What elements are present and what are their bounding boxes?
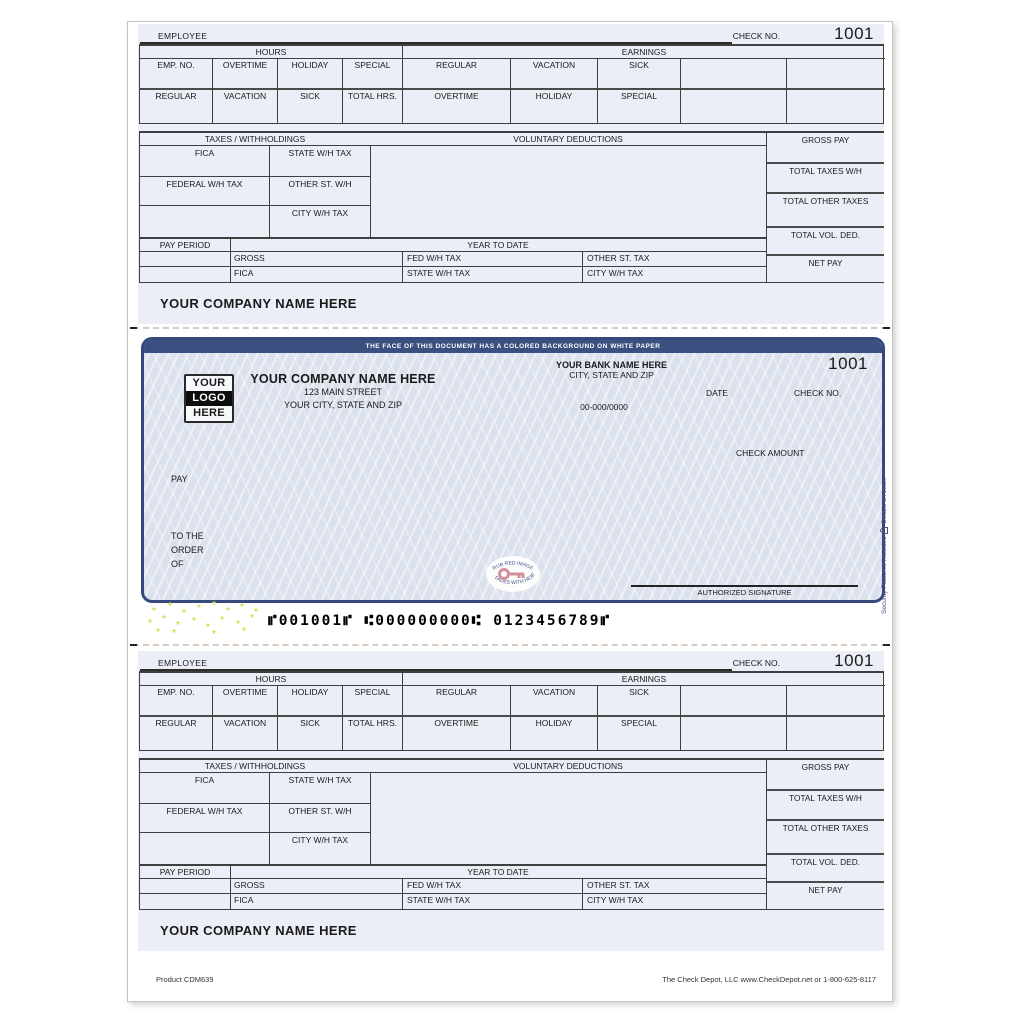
check-amount-label: CHECK AMOUNT [736,448,805,458]
cell-emp-no: EMP. NO. [140,686,212,717]
cell-state-wh-tax: STATE W/H TAX [269,146,370,177]
voluntary-deductions-header: VOLUNTARY DEDUCTIONS [513,761,623,771]
totals-column [766,131,884,283]
cell-holiday-earn: HOLIDAY [510,717,597,750]
cell-total-hrs: TOTAL HRS. [342,717,402,750]
cell-other-st-wh: OTHER ST. W/H [269,804,370,833]
security-features-note [880,409,888,614]
cell-vacation-hrs: VACATION [212,717,277,750]
company-name: YOUR COMPANY NAME HERE [250,372,436,386]
cell-regular-earn: REGULAR [402,59,510,90]
voluntary-deductions-header: VOLUNTARY DEDUCTIONS [513,134,623,144]
taxes-grid [140,773,370,865]
cell-blank [680,686,786,717]
cell-blank [786,90,885,123]
cell-fica: FICA [140,146,269,177]
cell-special-earn: SPECIAL [597,717,680,750]
cell-special-hrs: SPECIAL [342,686,402,717]
routing-fraction: 00-000/0000 [580,402,628,412]
taxes-withholdings-header: TAXES / WITHHOLDINGS [204,761,306,771]
cell-blank [140,267,230,282]
micr-line: ⑈001001⑈ ⑆000000000⑆ 0123456789⑈ [268,613,612,629]
bank-city: CITY, STATE AND ZIP [569,370,654,380]
cell-ytd-other-st-tax: OTHER ST. TAX [582,879,766,893]
cell-ytd-city-wh-tax: CITY W/H TAX [582,267,766,282]
bank-name: YOUR BANK NAME HERE [555,360,667,370]
cell-blank [786,59,885,90]
cell-ytd-fica: FICA [234,895,254,905]
cell-blank [680,717,786,750]
earnings-header: EARNINGS [402,673,885,686]
year-to-date-section [139,237,766,283]
cell-regular-hrs: REGULAR [155,718,197,728]
deductions-section [139,131,766,237]
cell-blank [680,90,786,123]
pay-label: PAY [171,474,188,484]
cell-federal-wh-tax: FEDERAL W/H TAX [140,804,269,833]
cell-blank [140,894,230,909]
pay-stub [138,24,884,324]
authorized-signature-line: AUTHORIZED SIGNATURE [631,585,858,597]
check-no-label: CHECK NO. [732,31,780,41]
top-pay-stub-slot [138,24,884,324]
cell-blank [786,717,885,750]
cell-net-pay: NET PAY [767,881,884,910]
cell-ytd-other-st-tax: OTHER ST. TAX [582,252,766,266]
pay-stub [138,651,884,951]
cell-city-wh-tax: CITY W/H TAX [269,833,370,865]
cell-special-earn: SPECIAL [597,90,680,123]
seal-top-text: RUB RED IMAGE [491,560,535,572]
cell-total-vol-ded: TOTAL VOL. DED. [767,853,884,881]
cell-sick-earn: SICK [597,686,680,717]
cell-ytd-state-wh-tax: STATE W/H TAX [402,894,582,909]
cell-blank [140,252,230,266]
pay-period-divider [230,866,231,909]
stub-company-name: YOUR COMPANY NAME HERE [160,296,357,311]
logo-placeholder [184,374,234,423]
sheet-footer [156,975,876,984]
cell-ytd-fed-wh-tax: FED W/H TAX [402,879,582,893]
check-no-label: CHECK NO. [732,658,780,668]
check-no-label: CHECK NO. [794,388,842,398]
details-on-back-text: Details on back. [880,477,888,524]
hours-header: HOURS [140,46,402,59]
cell-overtime-earn: OVERTIME [402,717,510,750]
cell-blank [680,59,786,90]
cell-total-other-taxes: TOTAL OTHER TAXES [767,819,884,853]
security-stars-pattern: * * * * * * * * * * * * * * * * * * * * [148,600,258,640]
year-to-date-header: YEAR TO DATE [467,867,529,877]
cell-vacation-hrs: VACATION [212,90,277,123]
cell-gross-pay: GROSS PAY [801,762,850,772]
year-to-date-section [139,864,766,910]
date-label: DATE [706,388,729,398]
cell-total-vol-ded: TOTAL VOL. DED. [767,226,884,254]
cell-ytd-gross: GROSS [234,880,265,890]
cell-holiday-earn: HOLIDAY [510,90,597,123]
cell-vacation-earn: VACATION [510,59,597,90]
cell-blank [140,879,230,893]
security-note-text: Security Features Included [880,536,888,614]
cell-total-taxes-wh: TOTAL TAXES W/H [767,789,884,819]
padlock-icon [880,527,888,534]
cell-sick-hrs: SICK [277,717,342,750]
seal-bottom-text: FADES WITH HEAT [493,571,538,587]
year-to-date-header: YEAR TO DATE [467,240,529,250]
vendor-info: The Check Depot, LLC www.CheckDepot.net or 1-800-625-8117 [662,975,876,984]
cell-blank [786,686,885,717]
cell-total-other-taxes: TOTAL OTHER TAXES [767,192,884,226]
pay-period-label: PAY PERIOD [159,867,211,877]
pay-period-label: PAY PERIOD [159,240,211,250]
cell-net-pay: NET PAY [767,254,884,283]
hours-earnings-table [139,44,884,124]
taxes-withholdings-header: TAXES / WITHHOLDINGS [204,134,306,144]
deductions-section [139,758,766,864]
cell-total-hrs: TOTAL HRS. [342,90,402,123]
company-city: YOUR CITY, STATE AND ZIP [283,399,403,410]
perforation-line [133,644,887,646]
colored-background-banner: THE FACE OF THIS DOCUMENT HAS A COLORED BACKGROUND ON WHITE PAPER [144,340,882,353]
cell-regular-earn: REGULAR [402,686,510,717]
cell-other-st-wh: OTHER ST. W/H [269,177,370,206]
cell-vacation-earn: VACATION [510,686,597,717]
bank-block [519,360,704,380]
voluntary-deductions-area [370,773,766,865]
cell-fica: FICA [140,773,269,804]
cell-overtime-earn: OVERTIME [402,90,510,123]
check-form-sheet [127,21,893,1002]
employee-row [138,24,884,44]
cell-holiday-hrs: HOLIDAY [277,59,342,90]
check-number: 1001 [834,24,874,43]
earnings-header: EARNINGS [402,46,885,59]
employee-row [138,651,884,671]
taxes-grid [140,146,370,238]
cell-total-taxes-wh: TOTAL TAXES W/H [767,162,884,192]
cell-overtime-hrs: OVERTIME [212,59,277,90]
product-code: Product CDM639 [156,975,214,984]
cell-regular-hrs: REGULAR [155,91,197,101]
cell-emp-no: EMP. NO. [140,59,212,90]
heat-sensitive-seal-icon [480,548,546,603]
cell-ytd-fica: FICA [234,268,254,278]
check-number: 1001 [834,651,874,670]
company-address-block [230,372,456,411]
cell-blank [140,833,269,865]
totals-column [766,758,884,910]
cell-sick-earn: SICK [597,59,680,90]
bottom-pay-stub-slot [138,651,884,951]
cell-ytd-fed-wh-tax: FED W/H TAX [402,252,582,266]
employee-label: EMPLOYEE [158,658,208,668]
cell-special-hrs: SPECIAL [342,59,402,90]
company-street: 123 MAIN STREET [303,387,383,397]
hours-header: HOURS [140,673,402,686]
cell-gross-pay: GROSS PAY [801,135,850,145]
check-body [141,337,885,603]
hours-earnings-table [139,671,884,751]
cell-ytd-state-wh-tax: STATE W/H TAX [402,267,582,282]
logo-line: YOUR [192,377,226,389]
logo-line: LOGO [186,391,232,406]
employee-label: EMPLOYEE [158,31,208,41]
cell-federal-wh-tax: FEDERAL W/H TAX [140,177,269,206]
cell-holiday-hrs: HOLIDAY [277,686,342,717]
cell-city-wh-tax: CITY W/H TAX [269,206,370,238]
voluntary-deductions-area [370,146,766,238]
logo-line: HERE [193,407,225,419]
cell-state-wh-tax: STATE W/H TAX [269,773,370,804]
check-number: 1001 [828,354,868,373]
cell-ytd-city-wh-tax: CITY W/H TAX [582,894,766,909]
cell-blank [140,206,269,238]
cell-sick-hrs: SICK [277,90,342,123]
pay-period-divider [230,239,231,282]
stub-company-name: YOUR COMPANY NAME HERE [160,923,357,938]
cell-overtime-hrs: OVERTIME [212,686,277,717]
perforation-line [133,327,887,329]
cell-ytd-gross: GROSS [234,253,265,263]
to-the-order-of-label: TO THE ORDER OF [171,531,204,569]
